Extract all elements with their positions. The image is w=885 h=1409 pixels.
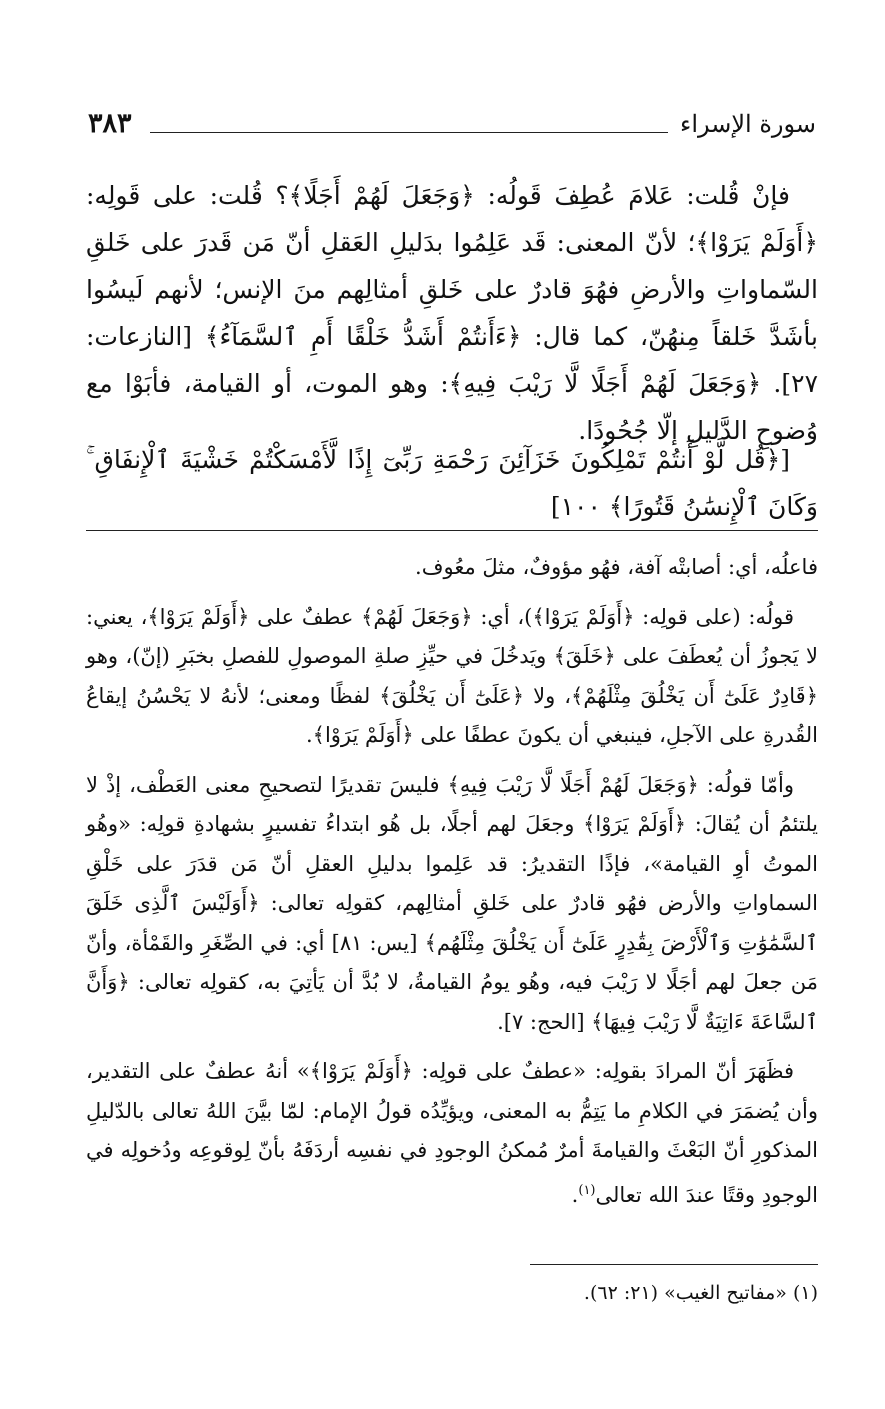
section-separator (86, 530, 818, 531)
footnote-rule (530, 1264, 818, 1265)
main-commentary (86, 172, 818, 468)
surah-name: سورة الإسراء (680, 110, 816, 138)
quran-verse: [﴿قُل لَّوْ أَنتُمْ تَمْلِكُونَ خَزَآئِنَ رَحْمَةِ رَبِّىٓ إِذًا لَّأَمْسَكْتُمْ خَشْيَةَ ٱلْإِنفَاقِ ۚ وَكَانَ ٱلْإِنسَٰنُ قَتُورًا﴾ ١٠٠] (86, 445, 818, 521)
gloss-paragraph: قولُه: (على قولِه: ﴿أَوَلَمْ يَرَوْا﴾)، أي: ﴿وَجَعَلَ لَهُمْ﴾ عطفٌ على ﴿أَوَلَمْ يَرَوْا﴾، يعني: لا يَجوزُ أن يُعطَفَ على ﴿خَلَقَ﴾ ويَدخُلَ في حيِّزِ صلةِ الموصولِ للفصلِ بخبَرِ (إنّ)، وهو ﴿قَادِرٌ عَلَىٰٓ أَن يَخْلُقَ مِثْلَهُمْ﴾، ولا ﴿عَلَىٰٓ أَن يَخْلُقَ﴾ لفظًا ومعنى؛ لأنهُ لا يَحْسُنُ إيقاعُ القُدرةِ على الآجلِ، فينبغي أن يكونَ عطفًا على ﴿أَوَلَمْ يَرَوْا﴾. (86, 604, 818, 747)
header-rule (150, 132, 668, 133)
footnote: (١) «مفاتيح الغيب» (٢١: ٦٢). (583, 1282, 818, 1304)
gloss-paragraph: وأمّا قولُه: ﴿وَجَعَلَ لَهُمْ أَجَلًا لَّا رَيْبَ فِيهِ﴾ فليسَ تقديرًا لتصحيحِ معنى العَطْف، إذْ لا يلتئمُ أن يُقالَ: ﴿أَوَلَمْ يَرَوْا﴾ وجعَلَ لهم أجلًا، بل هُو ابتداءُ تفسيرٍ بشهادةِ قولِه: «وهُو الموتُ أوِ القيامة»، فإذًا التقديرُ: قد عَلِموا بدليلِ العقلِ أنّ مَن قدَرَ على خَلْقِ السماواتِ والأرض فهُو قادرٌ على خَلقِ أمثالِهم، كقولِه تعالى: ﴿أَوَلَيْسَ ٱلَّذِى خَلَقَ ٱلسَّمَٰوَٰتِ وَٱلْأَرْضَ بِقَٰدِرٍ عَلَىٰٓ أَن يَخْلُقَ مِثْلَهُم﴾ [يس: ٨١] أي: في الصِّغَرِ والقَمْأة، وأنّ مَن جعلَ لهم أجَلًا لا رَيْبَ فيه، وهُو يومُ القيامةُ، لا بُدَّ أن يَأتِيَ به، كقولِه تعالى: ﴿وَأَنَّ ٱلسَّاعَةَ ءَاتِيَةٌ لَّا رَيْبَ فِيهَا﴾ [الحج: ٧]. (86, 772, 818, 1034)
gloss-paragraph-last (86, 1052, 818, 1215)
footnote-marker[interactable]: (١) (578, 1182, 596, 1198)
quran-verse-block (86, 436, 818, 530)
paragraph-end: . (571, 1182, 579, 1207)
gloss-paragraph-text: فظَهَرَ أنّ المرادَ بقولِه: «عطفٌ على قولِه: ﴿أَوَلَمْ يَرَوْا﴾» أنهُ عطفٌ على التقدير، وأن يُضمَرَ في الكلامِ ما يَتِمُّ به المعنى، ويؤيِّدُه قولُ الإمام: لمّا بيَّنَ اللهُ تعالى بالدّليلِ المذكورِ أنّ البَعْثَ والقيامةَ أمرٌ مُمكنُ الوجودِ في نفسِه أردَفَهُ بأنّ لِوقوعِه ودُخولِه في الوجودِ وقتًا عندَ الله تعالى (86, 1059, 818, 1207)
main-paragraph: فإنْ قُلت: عَلامَ عُطِفَ قَولُه: ﴿وَجَعَلَ لَهُمْ أَجَلًا﴾؟ قُلت: على قَولِه: ﴿أَوَلَمْ يَرَوْا﴾؛ لأنّ المعنى: قَد عَلِمُوا بدَليلِ العَقلِ أنّ مَن قَدرَ على خَلقِ السّماواتِ والأرضِ فهُوَ قادرٌ على خَلقِ أمثالِهم منَ الإنس؛ لأنهم لَيسُوا بأشَدَّ خَلقاً مِنهُنّ، كما قال: ﴿ءَأَنتُمْ أَشَدُّ خَلْقًا أَمِ ٱلسَّمَآءُ﴾ [النازعات: ٢٧]. ﴿وَجَعَلَ لَهُمْ أَجَلًا لَّا رَيْبَ فِيهِ﴾: وهو الموت، أو القيامة، فأبَوْا مع وُضوحِ الدَّليلِ إلّا جُحُودًا. (86, 181, 818, 445)
gloss-paragraph: فاعلُه، أي: أصابتْه آفة، فهُو مؤوفٌ، مثلَ معُوف. (415, 555, 818, 579)
gloss-commentary (86, 548, 818, 1225)
running-head (88, 108, 816, 148)
page-number: ٣٨٣ (88, 108, 132, 139)
